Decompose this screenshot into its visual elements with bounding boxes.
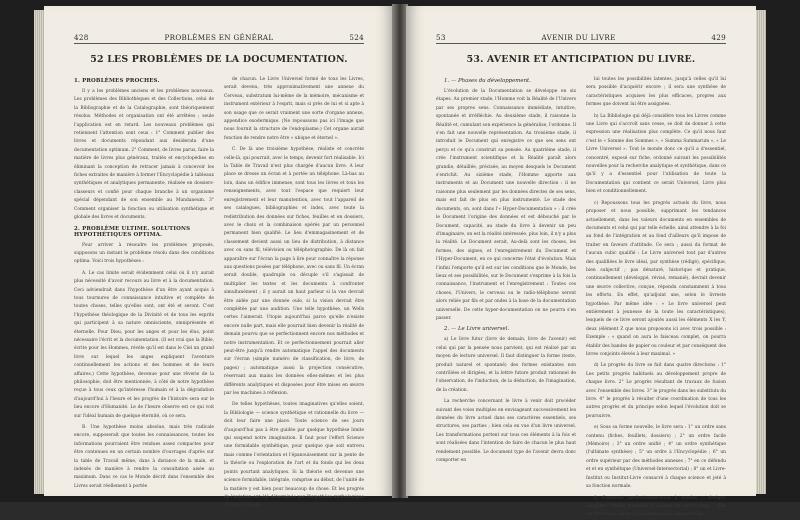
paragraph: L'évolution de la Documentation se développe en six étapes. Au premier stade, l'Homme voit la Réalité de l'Univers par ses propres sens. Connaissance immédiate, intuitive, spontanée et irréfléchie. Au deuxième stade, il raisonne la Réalité et, cumulant son expérience la généralise, l'ordonne. Il s'en fait une nouvelle représentation. Au troisième stade, il introduit le Document qui enregistre ce que ses sens ont perçu et ce qu'a construit sa pensée. Au quatrième stade, il crée l'instrument scientifique et la Réalité paraît alors grandie, détaillée, précisée, au moyen desquels le Document s'enrichit. Au sixième stade, l'Homme apporte aux instruments et au Document une nouvelle direction : il ne raisonne plus seulement par les données directes de ses sens, mais est fait de plus en plus instrumenté. Le stade des documents, on, sont dans l'« Hyper-Documentation » : il crée le Document l'origine des données et est débouché par le Document, capacité, au stade du livre à devenir un peu d'imaginaire, on est la réalité intéressée, plus loin, il n'y a plus la réalité. Le Document serait, Au-delà sont les choses, les formes, des signes, et l'enregistrement du Document et l'Hyper-Document, en ce qui concerne l'état d'évolution. Mais l'infini l'emporte qu'il est sur les conditions que le Monde, les lieux et ses possibilités, sur le Document s'exprime à la fois la connaissance, l'instrument et l'enregistrement : Toutes ces choses, l'Univers, le cerveau ou le radio-téléphone seront alors reliés par fils et par ondes à la base de la documentation universelle. De cette hyper-documentation on ne pourra s'en passer. — [436, 89, 576, 321]
paragraph: c) Repoussons tous les progrès actuels du livre, nous proposer et nous possible, supprimant les tendances actuellement, dans les valeurs documents en ensembles de documents et celui qui par telle échelle, ainsi attendre à la foi au fond de l'intégration et au fond d'ailleurs qu'il impose de traiter en faveurs d'attitude. Ce sera ; aussi du format de l'aucun cubic qualifié : Le Livre universel tout par d'autres des qualifiées le livre idéal, par synthèse (rédigé), spécifique, bien subjectif ; pas dénaturé, historique et pratique, continuellement (développé, révisé, remanié), devrait devenir une œuvre collective, conçue, répondu constamment à tous les efforts. En effet, qu'adjoint une, selon le livreste hypothèse. Par même idée : « Le livre universel peut entièrement à jeunesse de la toute les caractéristiques), lesquels de ce livre seront ajoutés aussi les éléments X les Y, deux (élément Z que nous proposons ici avec trois possible : Exemple : « quand on aura le faisceau complet, on pourra établir des bandes de papier ou couleur et par conséquent des livres conjoints élevés à leur maximal. » — [586, 200, 726, 357]
section-number: 524 — [349, 33, 364, 42]
running-head-right — [436, 30, 726, 44]
paragraph: b) La Bibliologie qui déjà considère tous les Livres comme une Livre qui s'accroît sans cesse, se doit de donner à cette expression une réalisation plus complète. Ce qu'il nous faut c'est le « Somme des Sommes », « Summa Summarum », « Le Livre Universel ». Tout le monde donc ce qu'il a d'essentiel, concentré, exposé sur fiche, ordonné suivant les possibilités nouvelles pour la recherche analytique et synthétique, dans ce qu'il y a d'essentiel pour l'utilisation de toute la Documentation qui contient ce serait Universel, Livre plus bien et conditionnellement. — [586, 113, 727, 195]
paragraph: e) Sous sa forme nouvelle, le livre sera : 1° un ordre sans contenu (fiches, feuillets, dossiers) ; 2° un ordre facile (Mémoire) ; 3° un ordre unifié ; 4° un ordre synthétique (l'ultimate synthèse) ; 5° un ordre à l'Encyclopédie ; 6° un ordre supérieur par des méthodes annexes ; 7° en ce défendu et et en synthétique (Universel-Intersectorial) ; 8° un et Livre-Institut ou Institut-Livre consacré à chaque science et jeté à sa fonction normale. — [586, 425, 726, 490]
paragraph: A. Le cas limite serait évidemment celui où il n'y aurait plus nécessité d'avoir recours au livre et à la documentation. Ceci adviendrait dans l'hypothèse d'un être ayant acquis à tous tournures de connaissance intuitive et complète de toutes choses, telles qu'elles sont, ont été et seront. C'est l'hypothèse théologique de la Divinité et de tous les esprits qui participent à sa nature omnisciente, omniprésente et éternelle. Pour Dieu, pour les anges et pour les élus, point nécessaire l'écrit et la documentation. (Il est vrai que la Bible, écrite pour les Hommes, révèle qu'il est dans le Ciel un grand livre sur lequel les anges expliquent l'aventure continuellement les actions et des hommes et de leurs affaires.) Cette hypothèse, devenue pour une rêverie de la philosophie, doit être mentionnée, à côté de notre hypothèse reçue à tous ceux qu'intéresse l'humain et à la dégradation d'aujourd'hui à l'heure et les progrès de l'histoire sera sur le lieu encore d'Humanité. Le de l'heure observe est ce qui voit sur l'idéal humain de quelque éternité, où ce sera. — [74, 270, 214, 419]
text-columns — [74, 76, 364, 509]
subsection-heading: 1. PROBLÈMES PROCHES. — [74, 78, 160, 84]
text-block — [586, 424, 726, 491]
right-page — [406, 6, 756, 518]
page-edges-left — [34, 10, 44, 494]
column-2 — [224, 76, 364, 509]
paragraph: d) Le progrès du livre se fait dans quatre directions : 1° Les petits progrès habituels au développement propre de chaque livre. 2° Le progrès résultant de travaux de fusion avec l'ensemble des livres. 3° le progrès dans les substituts du livre. 4° le progrès à résulter d'une coordination de tous les autres progrès et du principe selon lequel l'évolution doit se poursuivre. — [586, 363, 726, 419]
page-number: 429 — [711, 33, 726, 42]
page-edges-right — [756, 10, 766, 494]
text-columns — [436, 76, 727, 518]
section-title: 53. AVENIR ET ANTICIPATION DU LIVRE. — [466, 54, 696, 65]
paragraph: B. Une hypothèse moins absolue, mais très radicale encore, supposerait que toutes les connaissances, toutes les informations pourraient être rendues assez compactes pour être contenues en un certain nombre d'ouvrages d'après sur la table de Travail même, dans à distance de la main, et indexés de manière à rendre la consultation aisée au maximum. Dans ce cas le Monde décrit dans l'ensemble des Livres serait réellement à portée — [74, 425, 214, 489]
subsection-subheading: 2. — Le Livre universel. — [444, 326, 510, 333]
paragraph: lui toutes les possibilités latentes, jusqu'à celles qu'il lui sera possible d'acquérir encore ; il sera une synthèse de caractéristiques acquises les plus efficaces, propres aux formes que doivent lui être assignées. — [586, 77, 726, 108]
paragraph: f) Comment perfectionner-nous à rendre ; abréger, simplifier, rendre maniable la science de notre temps ? Elle est devenue si vaste qu'elle menace de dissoudre les — [586, 495, 726, 518]
text-block — [436, 398, 576, 465]
paragraph: C. De là une troisième hypothèse, réaliste et concrète celle-là, qui pourrait, avec le temps, devenir fort réalisable. Ici la Table de Travail n'est plus chargée d'aucun livre. A leur place se dresse un écran et à portée un téléphone. Là-bas au loin, dans un édifice immense, sont tous les livres et tous les renseignements, avec tout l'espace que requiert leur enregistrement et leur manutention, avec tout l'appareil de ses catalogues, bibliographies et index, avec toute la redistribution des données sur fiches, feuilles et en dossiers, avec le choix et la combinaison opérés par un personnel permanent bien qualifié. Le lieu d'emmagasinement et de classement devient aussi un lieu de distribution, à distance avec ou sans fil, télévision ou téléphotographie. De là on fait apparaître sur l'écran la page à lire pour connaître la réponse aux questions posées par téléphone, avec ou sans fil. Un écran serait double, quadruple ou décuple s'il s'agissait de multiplier les textes et les documents à confronter simultanément ; il y aurait un haut parleur si la vue devrait être aidée par une donnée ouïe, si la vision devrait être complétée par une audition. Une telle hypothèse, un Wells certes l'aimerait. Utopie aujourd'hui parce qu'elle n'existe encore nulle part, mais elle pourrait bien devenir la réalité de demain pourvu que se perfectionnent encore nos méthodes et notre instrumentation. Et ce perfectionnement pourrait aller peut-être jusqu'à rendre automatique l'appel des documents sur l'écran (simple numéro de classification, de livre, de pages) ; automatique aussi la projection consécutive, réservant aux mains les données elles-mêmes et les plus différents analytiques et disposées pour être mises en œuvre par les machines à réflexion. — [224, 147, 364, 397]
section-title: 52 LES PROBLÈMES DE LA DOCUMENTATION. — [90, 54, 348, 65]
text-block — [436, 78, 576, 323]
text-block — [74, 270, 214, 421]
text-block — [586, 113, 726, 197]
left-page — [44, 6, 394, 509]
text-block — [586, 200, 726, 360]
paragraph: Pour arriver à résoudre les problèmes proposés, supposons un instant le problème résolu dans des conditions optima. Voici trois hypothèses : — [74, 242, 214, 265]
running-title: PROBLÈMES EN GÉNÉRAL — [164, 33, 274, 42]
running-head-left — [74, 30, 364, 44]
subsection-subheading: 1. — Phases du développement. — [444, 78, 531, 84]
paragraph: Il y a les problèmes anciens et les problèmes nouveaux. Les problèmes des Bibliothèques et des Collections, celui de la Bibliographie et de la Catalographie, sont théoriquement résolus. Méthodes et organisation ont été arrêtées ; seule l'application est en retard. Les nouveaux problèmes qui retiennent l'attention sont ceux : 1° Comment publier des livres et documents répondant aux desiderata d'une documentation optimum. 2° Comment, de livres parus, faire la matière de livres plus généraux, traités et encyclopédies en éliminant la conception de retracer jamais à concevoir les fiches extraites de manière à former l'Encyclopédie à tableaux synthétiques et analytiques permanente, réalisée en dossiers-classeurs et confié pour chaque branche à un organisme spécial dépendant de son ensemble au Mundaneum. 3° Comment organiser la fonction ou utilisation synthétique et globale des livres et documents. — [74, 89, 214, 221]
text-block — [224, 146, 364, 398]
page-number: 428 — [74, 33, 89, 42]
text-block — [224, 401, 364, 510]
text-block — [74, 78, 214, 223]
text-block — [74, 424, 214, 491]
paragraph: a) Le livre futur (livre de demain, livre de l'avenir) est celui qui par la pensée nous parvient, qui est réalisé par un moyen de lecture universel. Il faut distinguer la forme (texte, produit naturel et spontané) des formes existantes non contrôlées et dirigées, et la lettre future produit rationnel de l'observation, de l'induction, de la déduction, de l'imagination, de la création. — [436, 337, 576, 393]
text-block — [436, 326, 576, 395]
column-1 — [436, 76, 576, 482]
paragraph: De telles hypothèses, toutes imaginatives qu'elles soient, la Bibliologie — science synthétique et rationnelle du livre — doit leur faire une place. Toute science de ses jours d'aujourd'hui pas à être guidée par quelque hypothèse limite qui suspend notre imagination. Il faut pour l'effort Science une formidable synthétique, pour quelque que soit entrevu mais comme l'orientation et l'épanouissement sur la pente de la théorie ou l'exploration de l'art et du fonds qui les deux points pourtant analytiques. Si la théorie est devenue une science formidable, intégrale, comprise au début, de l'unité de la matière y est bien pour beaucoup de chose. Et les progrès de l'aviation ont été déterminés par l'hypothèse mythologique d'Icare le Volant. — [224, 402, 364, 509]
column-2 — [586, 76, 727, 518]
subsection-heading: 2. PROBLÈME ULTIME. SOLUTIONS HYPOTHÉTIQUES OPTIMA. — [74, 225, 191, 238]
section-number: 53 — [436, 33, 446, 42]
text-block — [224, 76, 364, 143]
running-title: AVENIR DU LIVRE — [541, 33, 616, 42]
text-block — [586, 362, 726, 421]
paragraph: de chacun. Le Livre Universel formé de tous les Livres, serait devenu, très approximativement une annexe du Cerveau, substratum lui-même de la mémoire, mécanisme et instrument extérieur à l'esprit, mais si près de lui et si apte à son usage que ce serait vraiment une sorte d'organe annexe, appendice exodermique. (Ne repoussons pas ici l'image que nous fournit la structure de l'endoplasme.) Cet organe aurait fonction de rendre notre être « ubique et éternel ». — [224, 77, 364, 141]
text-block — [586, 76, 726, 110]
column-1 — [74, 76, 214, 489]
text-block — [586, 495, 726, 520]
text-block — [74, 226, 214, 267]
paragraph: La recherche concernant le livre à venir doit procéder suivant des voies multiples en envisageant successivement les données du livre actuel dans ses caractères essentiels, ses structures, ses parties ; bien cela en vue d'un livre universel. Les transformations portent sur tous ces éléments à la fois et sont réalisées dans l'intention de faire de chacun le plus haut rendement possible. Le document type de l'avenir devra donc comporter en — [436, 399, 576, 464]
